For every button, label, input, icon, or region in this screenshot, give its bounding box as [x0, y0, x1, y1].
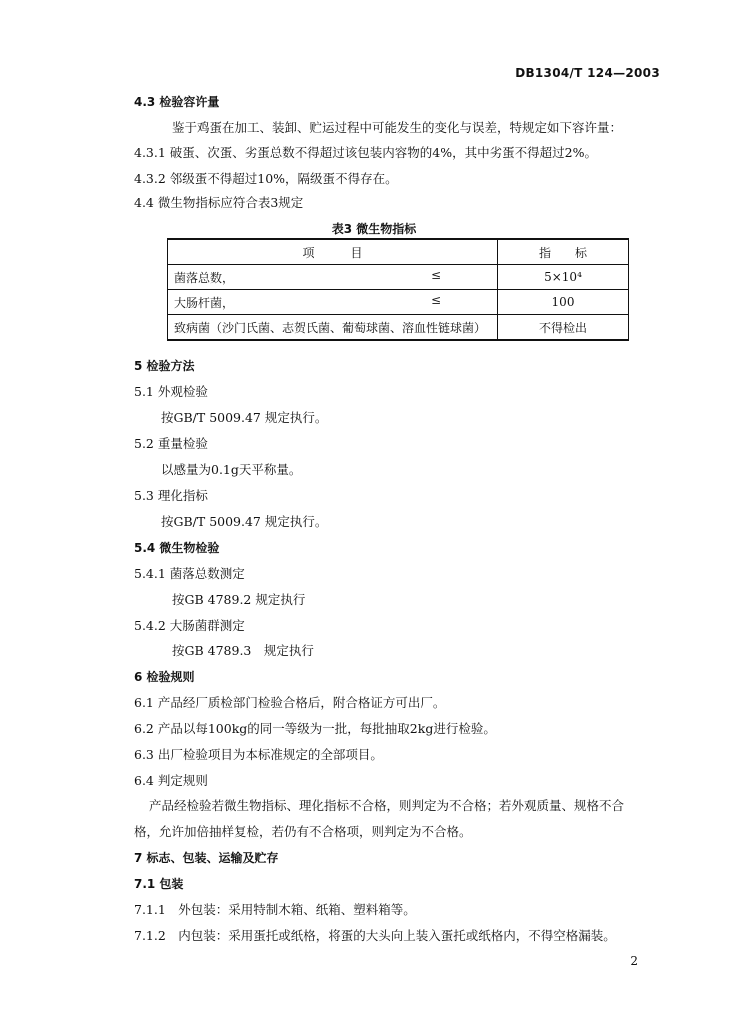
section-5-2-heading: 5.2 重量检验 [134, 436, 208, 451]
page-number: 2 [630, 954, 638, 968]
table-cell-value: 100 [498, 290, 629, 315]
section-5-4-1-heading: 5.4.1 菌落总数测定 [134, 566, 245, 581]
document-code: DB1304/T 124—2003 [515, 66, 660, 80]
section-6-heading: 6 检验规则 [134, 670, 195, 684]
section-7-1-1: 7.1.1 外包装：采用特制木箱、纸箱、塑料箱等。 [134, 902, 416, 917]
less-equal-symbol: ≤ [430, 293, 441, 307]
table-header-row [168, 239, 629, 265]
section-5-1-heading: 5.1 外观检验 [134, 384, 208, 399]
section-6-4-heading: 6.4 判定规则 [134, 773, 208, 788]
section-4-3-2: 4.3.2 邻级蛋不得超过10%，隔级蛋不得存在。 [134, 171, 398, 186]
section-5-2-body: 以感量为0.1g天平称量。 [161, 462, 302, 477]
table-row [168, 315, 629, 341]
microbial-table [167, 238, 629, 341]
section-4-3-intro: 鉴于鸡蛋在加工、装卸、贮运过程中可能发生的变化与误差，特规定如下容许量： [172, 120, 623, 135]
section-5-1-body: 按GB/T 5009.47 规定执行。 [161, 410, 328, 425]
section-6-4-body-line2: 格，允许加倍抽样复检，若仍有不合格项，则判定为不合格。 [134, 824, 472, 839]
table-row [168, 290, 629, 315]
section-5-3-heading: 5.3 理化指标 [134, 488, 208, 503]
section-5-heading: 5 检验方法 [134, 359, 195, 373]
section-7-1-heading: 7.1 包装 [134, 877, 184, 891]
section-7-heading: 7 标志、包装、运输及贮存 [134, 851, 279, 865]
less-equal-symbol: ≤ [430, 268, 441, 282]
table-cell-value: 5×10⁴ [498, 265, 629, 290]
section-4-3-heading: 4.3 检验容许量 [134, 95, 220, 109]
section-5-3-body: 按GB/T 5009.47 规定执行。 [161, 514, 328, 529]
section-5-4-1-body: 按GB 4789.2 规定执行 [172, 592, 306, 607]
table-cell-item [168, 265, 498, 290]
item-label: 致病菌（沙门氏菌、志贺氏菌、葡萄球菌、溶血性链球菌） [174, 320, 487, 335]
table-cell-value: 不得检出 [498, 315, 629, 341]
table-row [168, 265, 629, 290]
section-5-4-2-heading: 5.4.2 大肠菌群测定 [134, 618, 245, 633]
section-5-4-heading: 5.4 微生物检验 [134, 541, 220, 555]
table-header-value: 指 标 [498, 239, 629, 265]
section-6-2: 6.2 产品以每100kg的同一等级为一批，每批抽取2kg进行检验。 [134, 721, 496, 736]
section-6-1: 6.1 产品经厂质检部门检验合格后，附合格证方可出厂。 [134, 695, 446, 710]
section-6-4-body-line1: 产品经检验若微生物指标、理化指标不合格，则判定为不合格；若外观质量、规格不合 [149, 798, 625, 813]
table-cell-item [168, 290, 498, 315]
item-label: 大肠杆菌， [174, 295, 235, 310]
table-caption: 表3 微生物指标 [331, 222, 417, 236]
table-cell-item [168, 315, 498, 341]
section-4-4: 4.4 微生物指标应符合表3规定 [134, 195, 304, 210]
item-label: 菌落总数， [174, 270, 235, 285]
section-4-3-1: 4.3.1 破蛋、次蛋、劣蛋总数不得超过该包装内容物的4%，其中劣蛋不得超过2%。 [134, 145, 597, 160]
table-header-item: 项 目 [168, 239, 498, 265]
section-5-4-2-body: 按GB 4789.3 规定执行 [172, 643, 314, 658]
section-7-1-2: 7.1.2 内包装：采用蛋托或纸格，将蛋的大头向上装入蛋托或纸格内，不得空格漏装。 [134, 928, 616, 943]
section-6-3: 6.3 出厂检验项目为本标准规定的全部项目。 [134, 747, 383, 762]
